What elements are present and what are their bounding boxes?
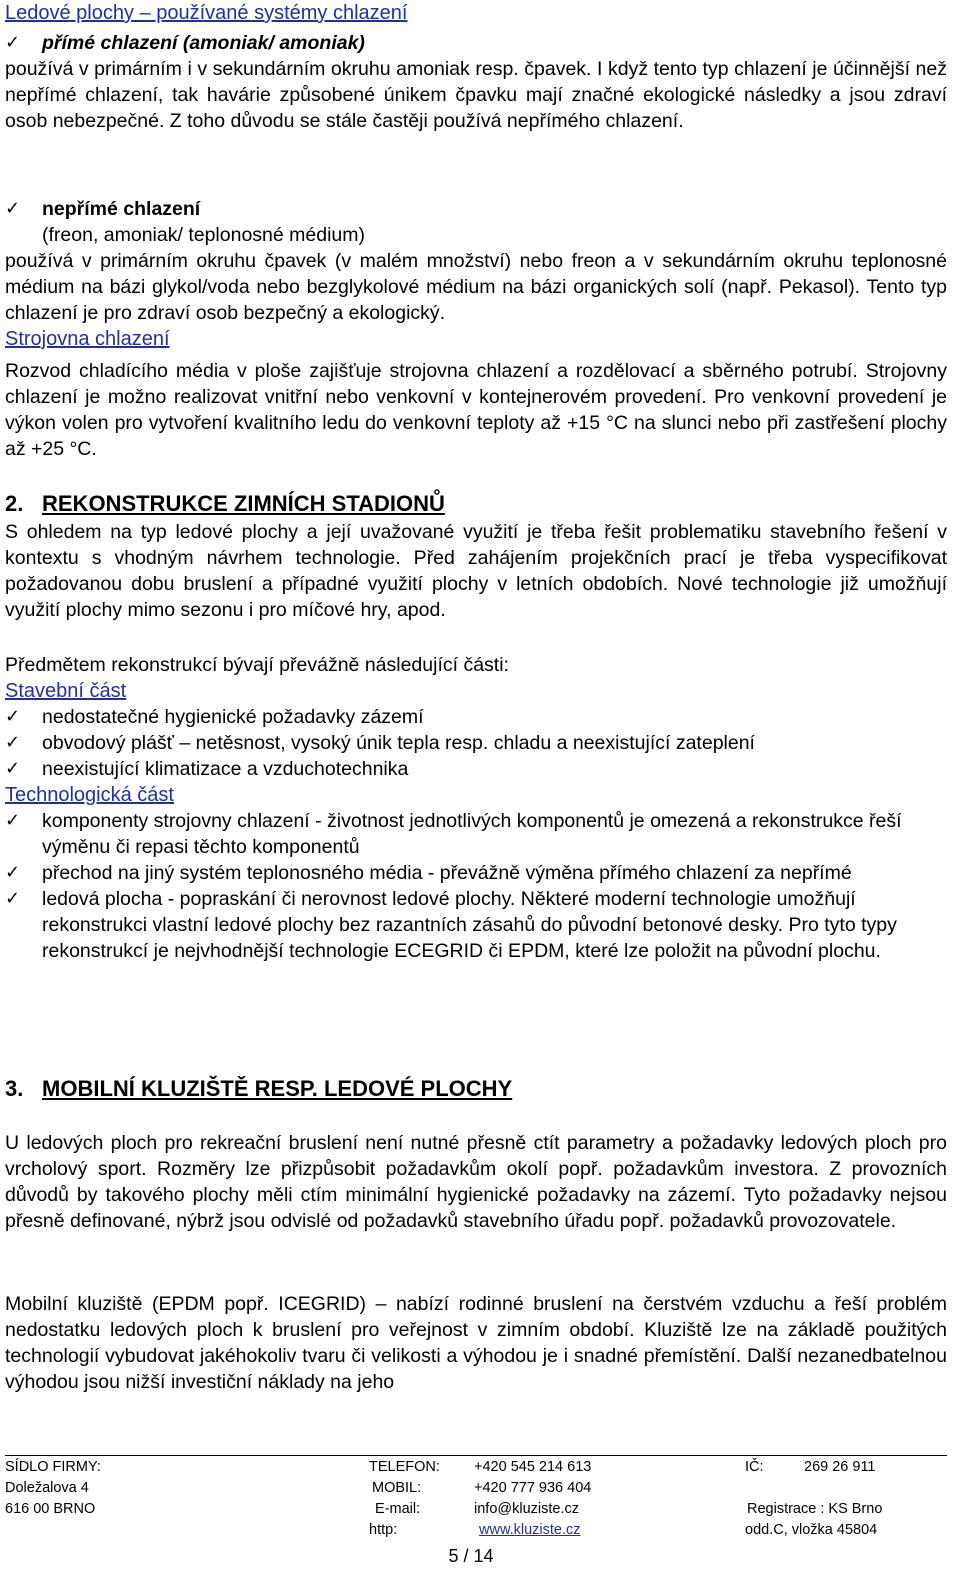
section-machine-room xyxy=(5,326,947,462)
reconstruction-parts xyxy=(5,652,947,964)
checkmark-icon: ✓ xyxy=(5,862,21,883)
footer-mobile-label: MOBIL: xyxy=(372,1480,422,1496)
footer-web-link[interactable]: www.kluziste.cz xyxy=(479,1522,581,1538)
mobile-rinks-heading xyxy=(5,1074,947,1104)
checkmark-icon: ✓ xyxy=(5,810,21,831)
page-number: 5 / 14 xyxy=(448,1546,494,1566)
footer-registration: Registrace : KS Brno xyxy=(747,1501,883,1517)
footer-web-label: http: xyxy=(369,1522,398,1538)
checkmark-icon: ✓ xyxy=(5,888,21,909)
cooling-systems-heading[interactable]: Ledové plochy – používané systémy chlazení xyxy=(5,2,408,24)
page-footer xyxy=(5,1455,947,1556)
list-item xyxy=(5,860,947,886)
direct-cooling-block xyxy=(5,30,947,134)
checkmark-icon: ✓ xyxy=(5,32,21,53)
checkmark-icon: ✓ xyxy=(5,706,21,727)
list-item-text: neexistující klimatizace a vzduchotechnika xyxy=(42,758,409,780)
machine-room-text: Rozvod chladícího média v ploše zajišťuje strojovna chlazení a rozdělovací a sběrného potrubí. Strojovny chlazení je možno realizovat vnitřní nebo venkovní v kontejnerovém provedení. Pro venkovní provedení je výkon volen pro vytvoření kvalitního ledu do venkovní teploty až +15 °C na slunci nebo při zastřešení plochy až +25 °C. xyxy=(5,360,947,460)
section-title: MOBILNÍ KLUZIŠTĚ RESP. LEDOVÉ PLOCHY xyxy=(42,1076,513,1101)
footer-mobile: +420 777 936 404 xyxy=(474,1480,592,1496)
indirect-cooling-block xyxy=(5,196,947,326)
list-item xyxy=(5,704,947,730)
footer-phone-label: TELEFON: xyxy=(369,1459,440,1475)
list-item-text: obvodový plášť – netěsnost, vysoký únik tepla resp. chladu a neexistující zateplení xyxy=(42,732,755,754)
indirect-cooling-subtitle: (freon, amoniak/ teplonosné médium) xyxy=(42,224,365,246)
section-mobile-rinks xyxy=(5,1074,947,1104)
reconstruction-heading xyxy=(5,489,947,519)
reconstruction-intro: Předmětem rekonstrukcí bývají převážně následující části: xyxy=(5,654,509,676)
footer-ico-label: IČ: xyxy=(745,1459,764,1475)
footer-ico: 269 26 911 xyxy=(804,1459,876,1475)
checkmark-icon: ✓ xyxy=(5,758,21,779)
list-item xyxy=(5,756,947,782)
footer-city: 616 00 BRNO xyxy=(5,1501,96,1517)
mobile-rinks-paragraph-2: Mobilní kluziště (EPDM popř. ICEGRID) – nabízí rodinné bruslení na čerstvém vzduchu a řeší problém nedostatku ledových ploch k bruslení pro veřejnost v zimním období. Kluziště lze na základě použitých technologií vybudovat jakéhokoliv tvaru či velikosti a výhodou je i snadné přemístění. Další nezanedbatelnou výhodou jsou nižší investiční náklady na jeho xyxy=(5,1293,947,1393)
section-reconstruction xyxy=(5,489,947,623)
list-item-text: ledová plocha - popraskání či nerovnost ledové plochy. Některé moderní technologie umožňují rekonstrukci vlastní ledové plochy bez razantních zásahů do původní betonové desky. Pro tyto typy rekonstrukcí je nejvhodnější technologie ECEGRID či EPDM, které lze položit na původní plochu. xyxy=(42,888,897,962)
list-item xyxy=(5,730,947,756)
indirect-cooling-label: nepřímé chlazení xyxy=(42,198,201,220)
technology-part-heading[interactable]: Technologická část xyxy=(5,784,174,806)
list-item-text: přechod na jiný systém teplonosného média - převážně výměna přímého chlazení za nepřímé xyxy=(42,862,852,884)
building-part-heading[interactable]: Stavební část xyxy=(5,680,127,702)
section-number: 3. xyxy=(5,1076,24,1101)
footer-email-label: E-mail: xyxy=(375,1501,421,1517)
checkmark-icon: ✓ xyxy=(5,198,21,219)
footer-seat-label: SÍDLO FIRMY: xyxy=(5,1459,101,1475)
direct-cooling-text: používá v primárním i v sekundárním okruhu amoniak resp. čpavek. I když tento typ chlazení je účinnější než nepřímé chlazení, tak havárie způsobené únikem čpavku mají značné ekologické následky a jsou zdraví osob nebezpečné. Z toho důvodu se stále častěji používá nepřímého chlazení. xyxy=(5,58,947,132)
list-item xyxy=(5,808,947,860)
footer-registration-detail: odd.C, vložka 45804 xyxy=(745,1522,878,1538)
mobile-rinks-paragraph-1: U ledových ploch pro rekreační bruslení není nutné přesně ctít parametry a požadavky ledových ploch pro vrcholový sport. Rozměry lze přizpůsobit požadavkům okolí popř. požadavkům investora. Z provozních důvodů by takového plochy měli ctím minimální hygienické požadavky na zázemí. Tyto požadavky nejsou přesně definované, nýbrž jsou odvislé od požadavků stavebního úřadu popř. požadavků provozovatele. xyxy=(5,1132,947,1232)
checkmark-icon: ✓ xyxy=(5,732,21,753)
section-title: REKONSTRUKCE ZIMNÍCH STADIONŮ xyxy=(42,491,445,516)
footer-email[interactable]: info@kluziste.cz xyxy=(474,1501,579,1517)
reconstruction-text: S ohledem na typ ledové plochy a její uvažované využití je třeba řešit problematiku stavebního řešení v kontextu s vhodným návrhem technologie. Před zahájením projekčních prací je třeba vyspecifikovat požadovanou dobu bruslení a případné využití plochy v letních obdobích. Nové technologie již umožňují využití plochy mimo sezonu i pro míčové hry, apod. xyxy=(5,521,947,621)
section-number: 2. xyxy=(5,491,24,516)
section-cooling-systems xyxy=(5,0,407,26)
list-item-text: nedostatečné hygienické požadavky zázemí xyxy=(42,706,424,728)
list-item-text: komponenty strojovny chlazení - životnost jednotlivých komponentů je omezená a rekonstrukce řeší výměnu či repasi těchto komponentů xyxy=(42,810,902,858)
list-item xyxy=(5,886,947,964)
footer-phone: +420 545 214 613 xyxy=(474,1459,592,1475)
indirect-cooling-text: používá v primárním okruhu čpavek (v malém množství) nebo freon a v sekundárním okruhu teplonosné médium na bázi glykol/voda nebo bezglykolové médium na bázi organických solí (např. Pekasol). Tento typ chlazení je pro zdraví osob bezpečný a ekologický. xyxy=(5,250,947,324)
direct-cooling-label: přímé chlazení (amoniak/ amoniak) xyxy=(42,32,365,54)
footer-street: Doležalova 4 xyxy=(5,1480,89,1496)
machine-room-heading[interactable]: Strojovna chlazení xyxy=(5,328,170,350)
